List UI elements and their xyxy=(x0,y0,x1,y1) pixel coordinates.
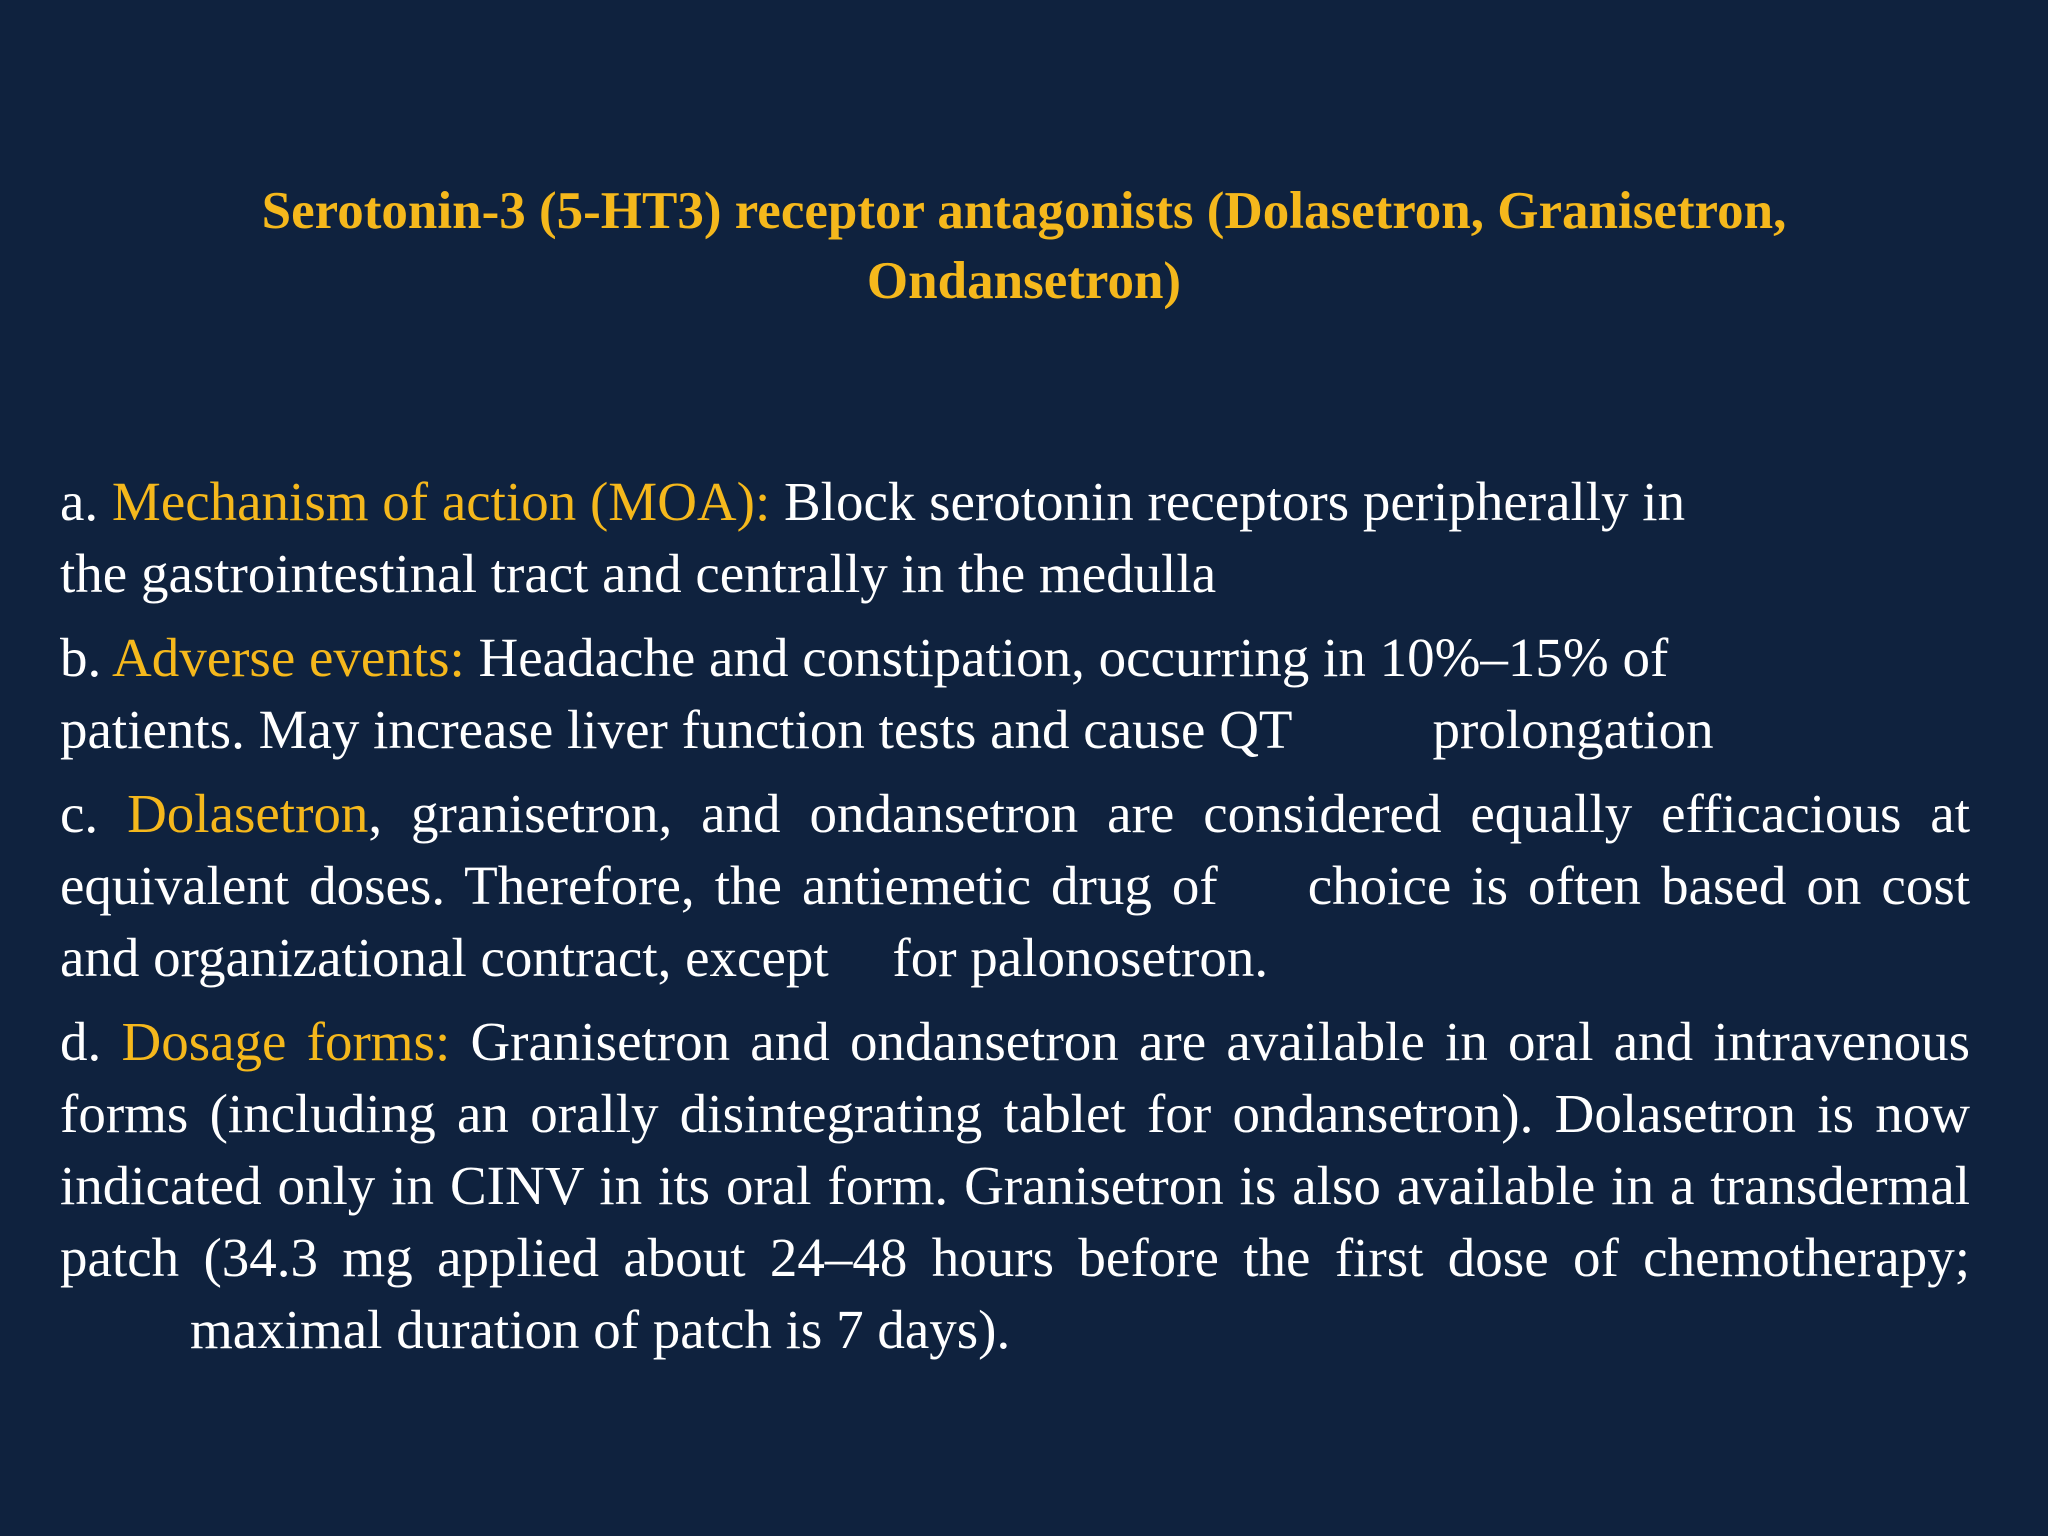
item-text: for palonosetron. xyxy=(892,927,1269,988)
slide-body xyxy=(60,466,1970,1378)
item-text: the gastrointestinal tract and centrally in the medulla xyxy=(60,543,1217,604)
item-marker: b. xyxy=(60,627,102,688)
item-marker: d. xyxy=(60,1011,102,1072)
item-marker: c. xyxy=(60,783,99,844)
item-text: Block serotonin receptors peripherally in xyxy=(783,471,1686,532)
item-text: Granisetron and ondansetron are available in oral and intravenous forms (including an orally disintegrating tablet for ondansetron). Dolasetron is now indicated only in CINV in its oral form. Granisetron is also available in a transdermal patch (34.3 mg applied about 24–48 hours before the first dose of chemotherapy; xyxy=(60,1011,1970,1288)
slide-title-line-1: Serotonin-3 (5-HT3) receptor antagonists (Dolasetron, Granisetron, xyxy=(261,182,1787,240)
slide-title-line-2: Ondansetron) xyxy=(866,252,1182,310)
list-item-moa xyxy=(60,466,1970,610)
item-label-adverse-events: Adverse events: xyxy=(111,627,465,688)
item-marker: a. xyxy=(60,471,99,532)
slide-title xyxy=(120,176,1928,316)
item-text: , granisetron, and ondansetron are considered equally efficacious at equivalent doses. Therefore, the antiemetic drug of xyxy=(60,783,1970,916)
item-text: prolongation xyxy=(1432,699,1714,760)
item-text: maximal duration of patch is 7 days). xyxy=(190,1299,1011,1360)
item-label-dosage-forms: Dosage forms: xyxy=(121,1011,451,1072)
list-item-dosage-forms xyxy=(60,1006,1970,1366)
list-item-adverse-events xyxy=(60,622,1970,766)
item-text: choice is often based on cost and organizational contract, except xyxy=(60,855,1971,988)
item-label-moa: Mechanism of action (MOA): xyxy=(111,471,771,532)
item-text: Headache and constipation, occurring in 10%–15% of xyxy=(478,627,1669,688)
item-label-dolasetron: Dolasetron xyxy=(127,783,369,844)
list-item-equivalence xyxy=(60,778,1970,994)
item-text: patients. May increase liver function tests and cause QT xyxy=(60,699,1293,760)
